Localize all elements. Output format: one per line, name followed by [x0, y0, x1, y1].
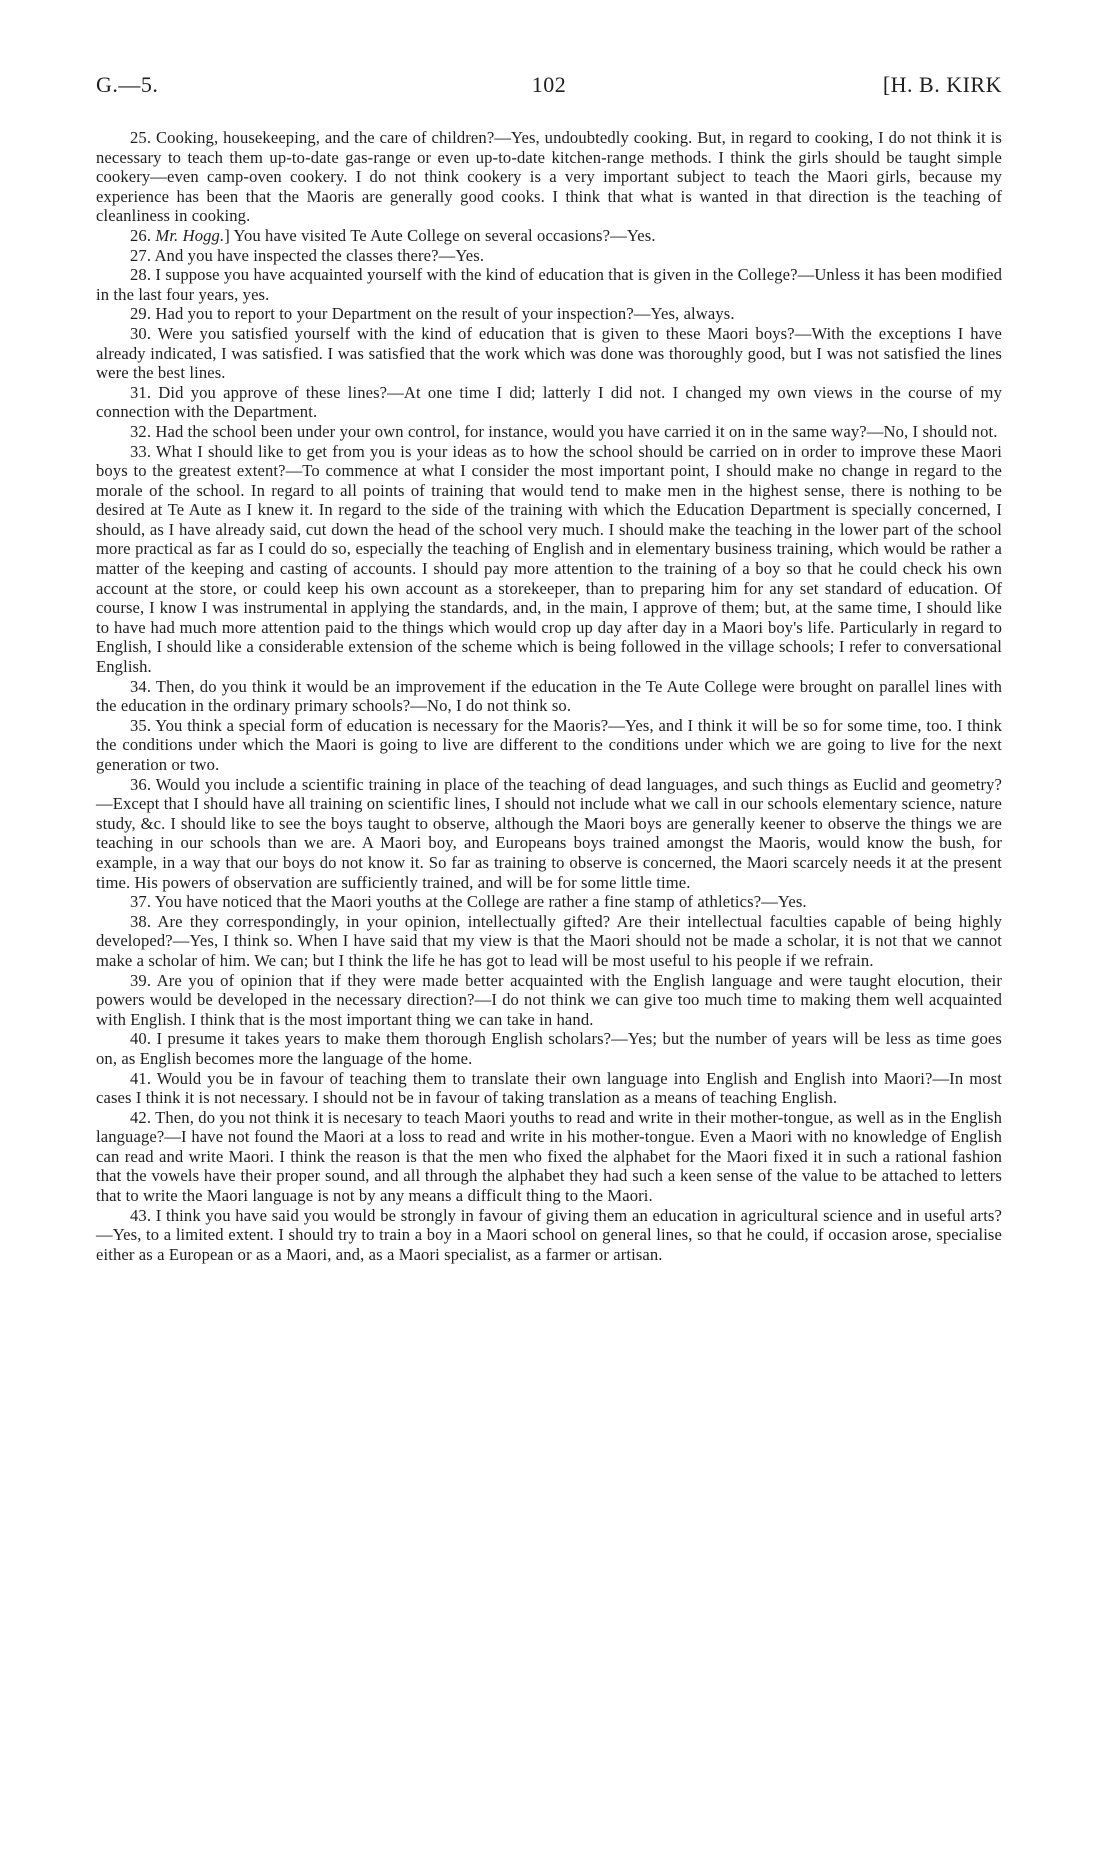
speaker-name: Mr. Hogg. [155, 225, 225, 245]
question-42: 42. Then, do you not think it is necesary to teach Maori youths to read and write in their mother-tongue, as well as in the English language?—I have not found the Maori at a loss to read and write in his mother-tongue. Even a Maori with no knowledge of English can read and write Maori. I think the reason is that the men who fixed the alphabet for the Maori fixed it in such a rational fashion that the vowels have their proper sound, and all through the alphabet they had such a keen sense of the value to be attached to letters that to write the Maori language is not by any means a difficult thing to the Maori. [96, 1107, 1002, 1206]
question-30: 30. Were you satisfied yourself with the kind of education that is given to these Maori boys?—With the exceptions I have already indicated, I was satisfied. I was satisfied that the work which was done was thoroughly good, but I was not satisfied the lines were the best lines. [96, 323, 1002, 383]
question-29: 29. Had you to report to your Department on the result of your inspection?—Yes, always. [130, 304, 735, 324]
question-28: 28. I suppose you have acquainted yourself with the kind of education that is given in the College?—Unless it has been modified in the last four years, yes. [96, 265, 1002, 304]
question-36: 36. Would you include a scientific training in place of the teaching of dead languages, and such things as Euclid and geometry?—Except that I should have all training on scientific lines, I should not include what we call in our schools elementary science, nature study, &c. I should like to see the boys taught to observe, although the Maori boys are generally keener to observe the things we are teaching in our schools than we are. A Maori boy, and Europeans boys trained amongst the Maoris, would know the bush, for example, in a way that our boys do not know it. So far as training to observe is concerned, the Maori scarcely needs it at the present time. His powers of observation are sufficiently trained, and will be for some little time. [96, 774, 1002, 892]
question-31: 31. Did you approve of these lines?—At one time I did; latterly I did not. I changed my own views in the course of my connection with the Department. [96, 382, 1002, 422]
question-37: 37. You have noticed that the Maori youths at the College are rather a fine stamp of athletics?—Yes. [130, 892, 807, 912]
witness-name: [H. B. KIRK [882, 72, 1002, 97]
question-33: 33. What I should like to get from you is your ideas as to how the school should be carried on in order to improve these Maori boys to the greatest extent?—To commence at what I consider the most important point, I should make no change in regard to the morale of the school. In regard to all points of training that would tend to make men in the highest sense, there is nothing to be desired at Te Aute as I knew it. In regard to the side of the training with which the Education Department is specially concerned, I should, as I have already said, cut down the head of the school very much. I should make the teaching in the lower part of the school more practical as far as I could do so, especially the teaching of English and in elementary business training, which would be rather a matter of the keeping and casting of accounts. I should pay more attention to the training of a boy so that he could check his own account at the store, or could keep his own account as a storekeeper, than to preparing him for any set standard of education. Of course, I know I was instrumental in applying the standards, and, in the main, I approve of them; but, at the same time, I should like to have had much more attention paid to the things which would crop up day after day in a Maori boy's life. Particularly in regard to English, I should like a considerable extension of the scheme which is being followed in the village schools; I refer to conversational English. [96, 441, 1002, 677]
question-26: 26. Mr. Hogg.] You have visited Te Aute College on several occasions?—Yes. [130, 225, 656, 245]
page-header [96, 72, 1002, 102]
question-32: 32. Had the school been under your own control, for instance, would you have carried it on in the same way?—No, I should not. [130, 421, 998, 441]
question-41: 41. Would you be in favour of teaching them to translate their own language into English and English into Maori?—In most cases I think it is not necessary. I should not be in favour of taking translation as a means of teaching English. [96, 1068, 1002, 1108]
question-39: 39. Are you of opinion that if they were made better acquainted with the English language and were taught elocution, their powers would be developed in the necessary direction?—I do not think we can give too much time to making them well acquainted with English. I think that is the most important thing we can take in hand. [96, 970, 1002, 1029]
question-40: 40. I presume it takes years to make them thorough English scholars?—Yes; but the number of years will be less as time goes on, as English becomes more the language of the home. [96, 1029, 1002, 1068]
question-27: 27. And you have inspected the classes there?—Yes. [130, 245, 485, 265]
question-34: 34. Then, do you think it would be an improvement if the education in the Te Aute College were brought on parallel lines with the education in the ordinary primary schools?—No, I do not think so. [96, 676, 1002, 716]
page-number: 102 [531, 72, 567, 97]
question-25: 25. Cooking, housekeeping, and the care of children?—Yes, undoubtedly cooking. But, in regard to cooking, I do not think it is necessary to teach them up-to-date gas-range or even up-to-date kitchen-range methods. I think the girls should be taught simple cookery—even camp-oven cookery. I do not think cookery is a very important subject to teach the Maori girls, because my experience has been that the Maoris are generally good cooks. I think that what is wanted in that direction is the teaching of cleanliness in cooking. [96, 128, 1002, 226]
question-43: 43. I think you have said you would be strongly in favour of giving them an education in agricultural science and in useful arts?—Yes, to a limited extent. I should try to train a boy in a Maori school on general lines, so that he could, if occasion arose, specialise either as a European or as a Maori, and, as a Maori specialist, as a farmer or artisan. [96, 1205, 1002, 1264]
question-35: 35. You think a special form of education is necessary for the Maoris?—Yes, and I think it will be so for some time, too. I think the conditions under which the Maori is going to live are different to the conditions under which we are going to live for the next generation or two. [96, 715, 1002, 774]
page-body [96, 128, 1002, 1264]
question-38: 38. Are they correspondingly, in your opinion, intellectually gifted? Are their intellectual faculties capable of being highly developed?—Yes, I think so. When I have said that my view is that the Maori should not be made a scholar, it is not that we cannot make a scholar of him. We can; but I think the life he has got to lead will be most useful to his people if we refrain. [96, 911, 1002, 970]
report-code: G.—5. [96, 72, 159, 97]
